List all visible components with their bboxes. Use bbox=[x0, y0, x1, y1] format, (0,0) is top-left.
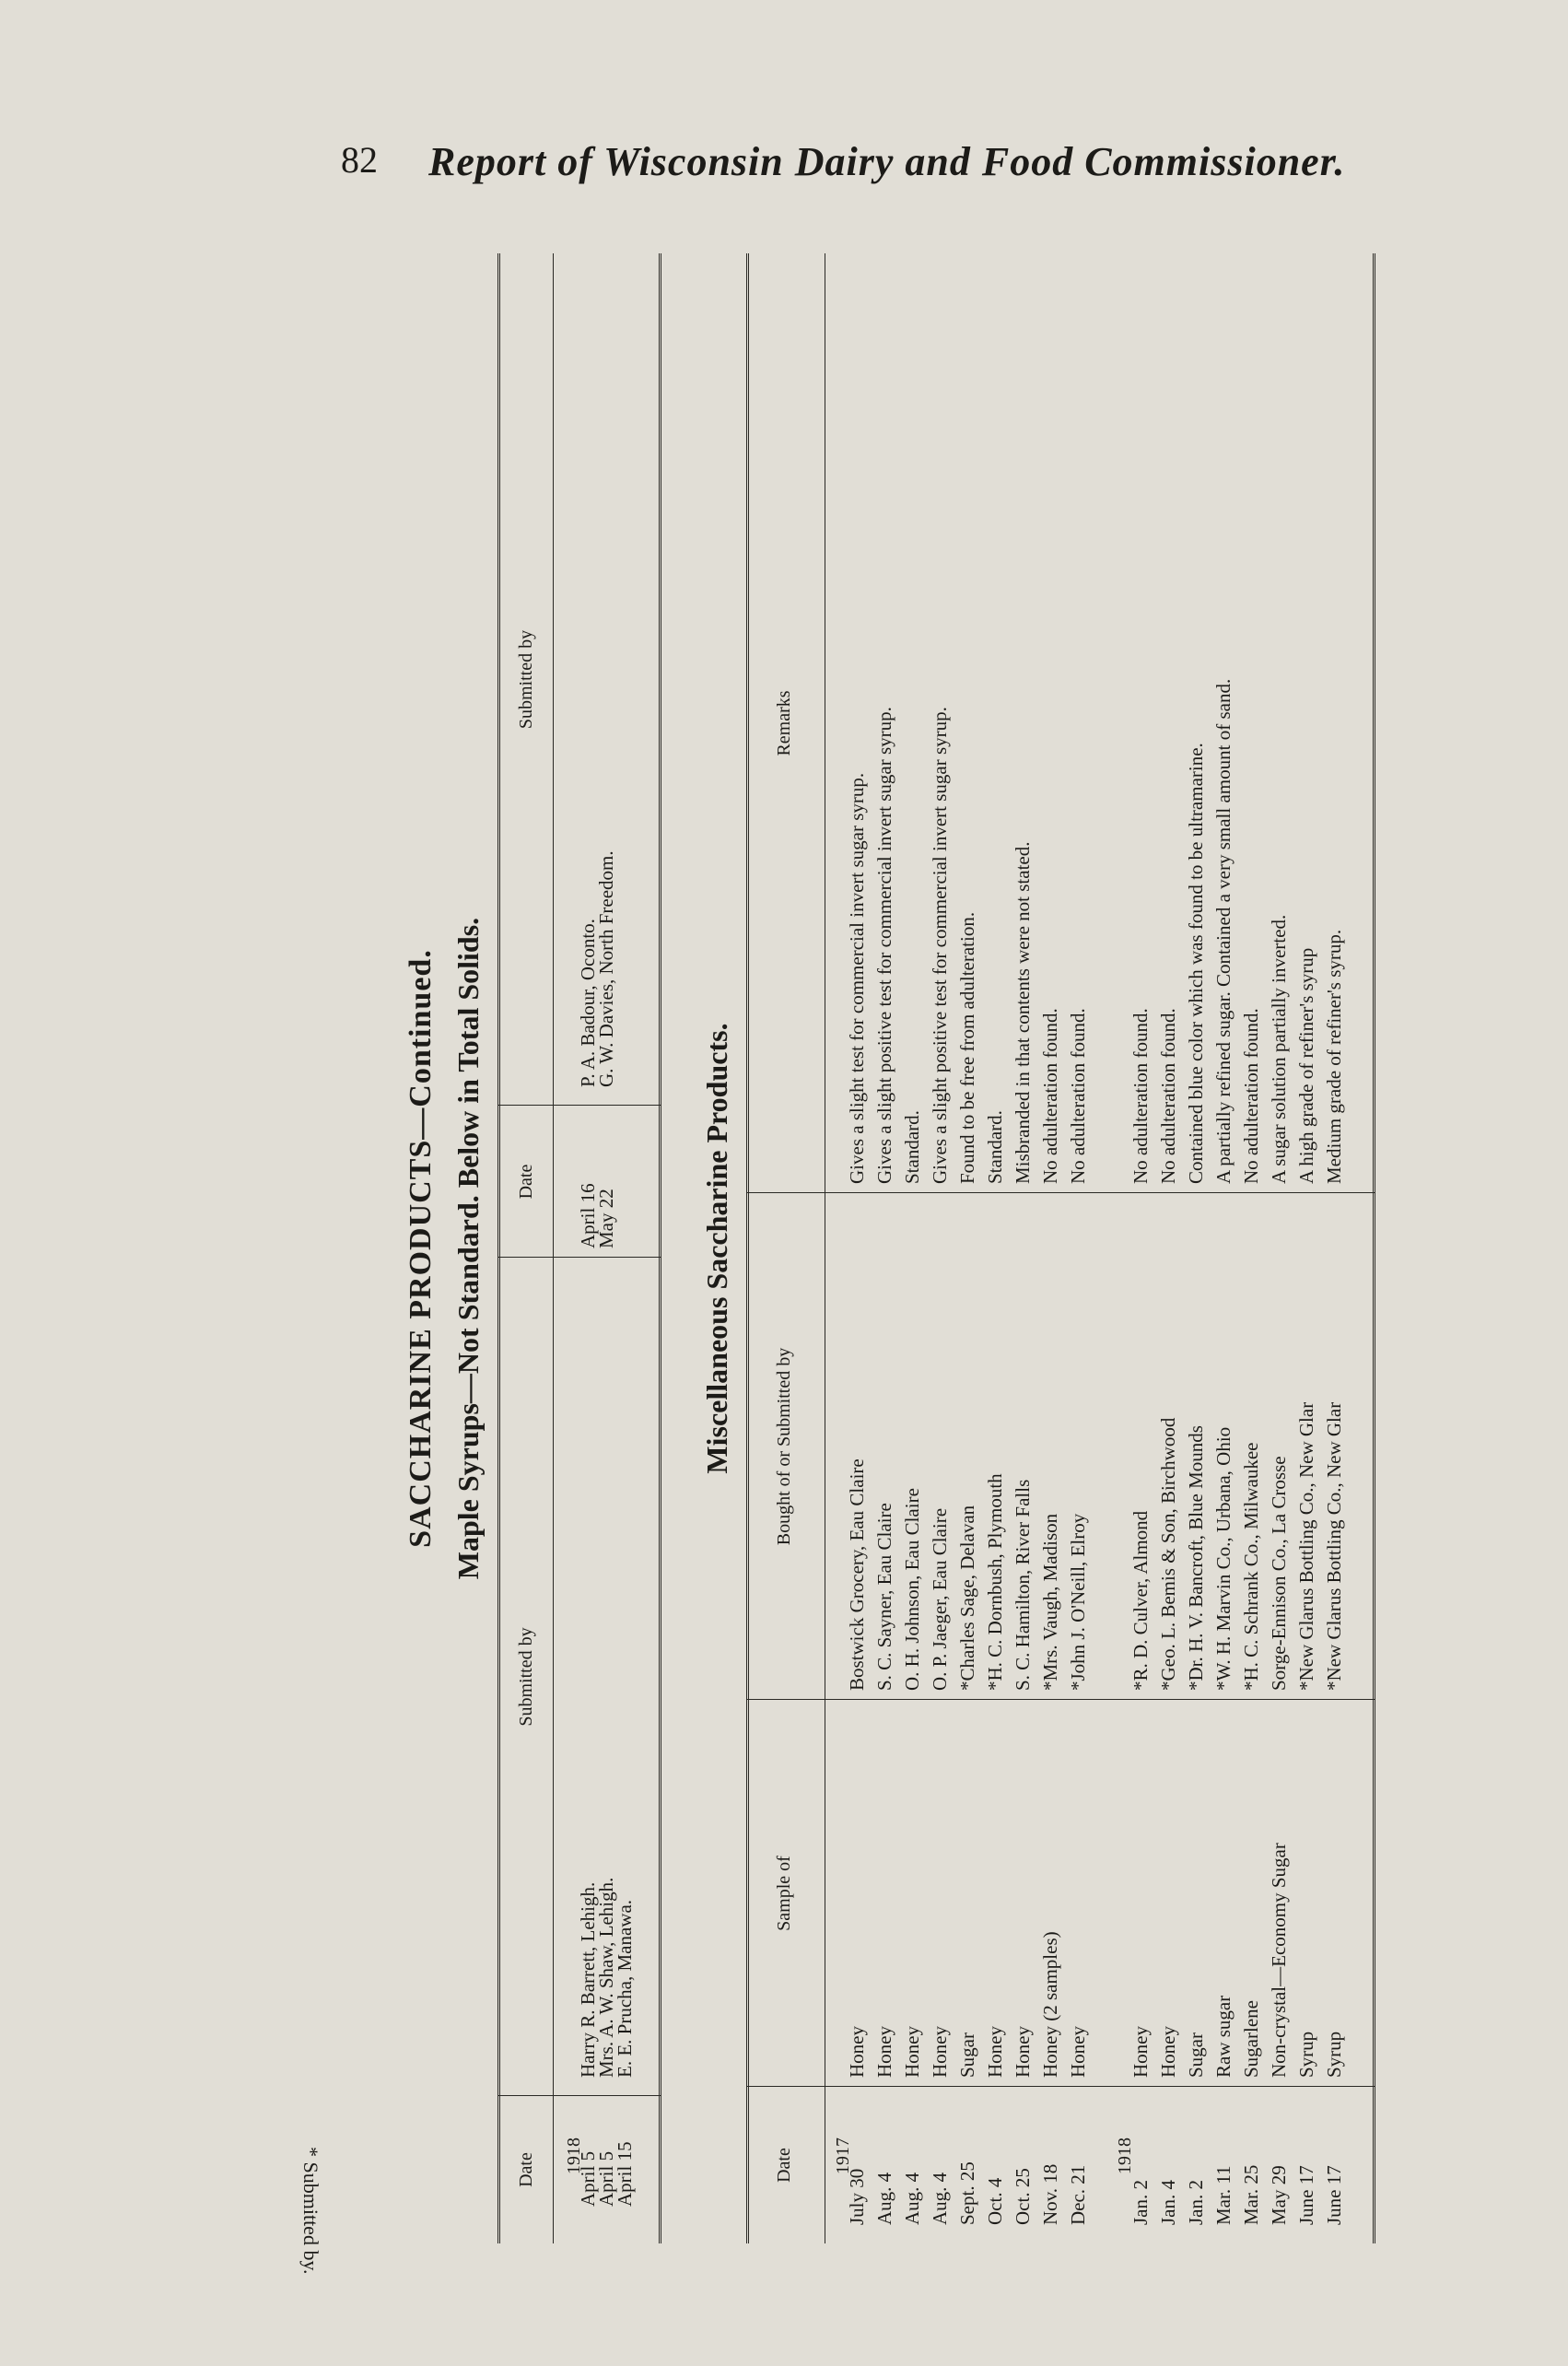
misc-row-date: July 30 bbox=[846, 2168, 868, 2225]
misc-row-bought: *Dr. H. V. Bancroft, Blue Mounds bbox=[1185, 1425, 1207, 1691]
misc-row-remarks: Medium grade of refiner's syrup. bbox=[1323, 929, 1345, 1184]
misc-row-sample: Honey bbox=[1129, 2026, 1152, 2078]
misc-vline bbox=[746, 1699, 1375, 1700]
misc-row-bought: *H. C. Dornbush, Plymouth bbox=[984, 1473, 1006, 1691]
maple-row-date: April 15 bbox=[614, 2141, 636, 2207]
misc-row-sample: Sugarlene bbox=[1240, 2000, 1262, 2078]
maple-header-rule bbox=[553, 253, 554, 2243]
maple-row-submitted-by2: G. W. Davies, North Freedom. bbox=[595, 850, 617, 1087]
misc-year-1918: 1918 bbox=[1115, 2138, 1135, 2174]
misc-row-remarks: No adulteration found. bbox=[1039, 1008, 1061, 1184]
misc-row-sample: Non-crystal—Economy Sugar bbox=[1268, 1843, 1290, 2078]
misc-row-remarks: No adulteration found. bbox=[1067, 1008, 1089, 1184]
misc-row-bought: S. C. Sayner, Eau Claire bbox=[873, 1503, 895, 1691]
misc-col-bought: Bought of or Submitted by bbox=[774, 1347, 794, 1546]
maple-year: 1918 bbox=[564, 2138, 584, 2174]
misc-row-date: Nov. 18 bbox=[1039, 2163, 1061, 2225]
misc-row-date: Aug. 4 bbox=[901, 2172, 923, 2225]
misc-row-remarks: Found to be free from adulteration. bbox=[956, 911, 978, 1184]
misc-row-sample: Syrup bbox=[1295, 2031, 1317, 2078]
misc-row-sample: Sugar bbox=[956, 2032, 978, 2078]
maple-col-date2: Date bbox=[516, 1164, 536, 1200]
misc-row-sample: Honey bbox=[1157, 2026, 1179, 2078]
misc-row-date: June 17 bbox=[1295, 2165, 1317, 2225]
misc-row-remarks: Misbranded in that contents were not stated. bbox=[1012, 841, 1034, 1184]
misc-row-date: Jan. 4 bbox=[1157, 2180, 1179, 2225]
misc-row-remarks: A high grade of refiner's syrup bbox=[1295, 947, 1317, 1184]
maple-row-submitted-by: Mrs. A. W. Shaw, Lehigh. bbox=[595, 1877, 617, 2078]
misc-row-remarks: A sugar solution partially inverted. bbox=[1268, 914, 1290, 1184]
misc-row-bought: S. C. Hamilton, River Falls bbox=[1012, 1479, 1034, 1691]
maple-row-date2: April 16 bbox=[577, 1183, 599, 1248]
misc-row-date: Jan. 2 bbox=[1185, 2180, 1207, 2225]
misc-row-date: Oct. 25 bbox=[1012, 2168, 1034, 2225]
misc-row-sample: Raw sugar bbox=[1212, 1995, 1235, 2078]
misc-row-date: Jan. 2 bbox=[1129, 2180, 1152, 2225]
misc-row-sample: Honey bbox=[846, 2026, 868, 2078]
page-number: 82 bbox=[341, 139, 378, 181]
misc-row-remarks: Standard. bbox=[984, 1110, 1006, 1184]
misc-vline bbox=[746, 2086, 1375, 2087]
maple-row-submitted-by: Harry R. Barrett, Lehigh. bbox=[577, 1881, 599, 2078]
misc-row-sample: Honey (2 samples) bbox=[1039, 1931, 1061, 2078]
misc-row-bought: O. H. Johnson, Eau Claire bbox=[901, 1488, 923, 1691]
misc-row-remarks: No adulteration found. bbox=[1129, 1008, 1152, 1184]
misc-row-bought: O. P. Jaeger, Eau Claire bbox=[929, 1507, 951, 1691]
maple-row-submitted-by: E. E. Prucha, Manawa. bbox=[614, 1899, 636, 2078]
misc-row-date: Aug. 4 bbox=[929, 2172, 951, 2225]
misc-row-remarks: A partially refined sugar. Contained a very small amount of sand. bbox=[1212, 678, 1235, 1184]
maple-row-date: April 5 bbox=[595, 2150, 617, 2207]
misc-row-remarks: Gives a slight positive test for commercial invert sugar syrup. bbox=[873, 707, 895, 1184]
maple-col-date: Date bbox=[516, 2152, 536, 2187]
misc-row-bought: Sorge-Ennison Co., La Crosse bbox=[1268, 1456, 1290, 1691]
misc-col-date: Date bbox=[774, 2148, 794, 2183]
misc-year-1917: 1917 bbox=[833, 2138, 853, 2174]
maple-col-submitted2: Submitted by bbox=[516, 629, 536, 730]
misc-row-remarks: Gives a slight positive test for commercial invert sugar syrup. bbox=[929, 707, 951, 1184]
misc-row-remarks: No adulteration found. bbox=[1157, 1008, 1179, 1184]
misc-row-date: Sept. 25 bbox=[956, 2161, 978, 2225]
misc-vline bbox=[746, 1192, 1375, 1193]
misc-row-bought: *John J. O'Neill, Elroy bbox=[1067, 1513, 1089, 1691]
misc-col-sample: Sample of bbox=[774, 1856, 794, 1931]
misc-row-bought: *Charles Sage, Delavan bbox=[956, 1505, 978, 1691]
section-title: SACCHARINE PRODUCTS—Continued. bbox=[404, 949, 438, 1548]
maple-row-date2: May 22 bbox=[595, 1189, 617, 1248]
misc-row-remarks: No adulteration found. bbox=[1240, 1008, 1262, 1184]
misc-row-sample: Honey bbox=[873, 2026, 895, 2078]
misc-row-bought: *New Glarus Bottling Co., New Glar bbox=[1295, 1401, 1317, 1691]
page-header bbox=[322, 138, 1391, 203]
maple-top-rule bbox=[497, 253, 500, 2243]
footnote: * Submitted by. bbox=[299, 2147, 322, 2275]
misc-row-sample: Honey bbox=[1012, 2026, 1034, 2078]
misc-row-date: Dec. 21 bbox=[1067, 2164, 1089, 2225]
misc-title: Miscellaneous Saccharine Products. bbox=[700, 1023, 733, 1474]
misc-row-sample: Honey bbox=[901, 2026, 923, 2078]
misc-row-date: May 29 bbox=[1268, 2165, 1290, 2225]
rotated-table-block bbox=[396, 235, 1428, 2262]
misc-row-sample: Honey bbox=[1067, 2026, 1089, 2078]
misc-row-date: Aug. 4 bbox=[873, 2172, 895, 2225]
misc-row-remarks: Gives a slight test for commercial invert sugar syrup. bbox=[846, 772, 868, 1184]
misc-row-sample: Honey bbox=[929, 2026, 951, 2078]
misc-row-sample: Syrup bbox=[1323, 2031, 1345, 2078]
misc-row-bought: *H. C. Schrank Co., Milwaukee bbox=[1240, 1442, 1262, 1691]
misc-row-date: Mar. 11 bbox=[1212, 2165, 1235, 2225]
misc-row-remarks: Contained blue color which was found to be ultramarine. bbox=[1185, 743, 1207, 1184]
misc-row-bought: *Mrs. Vaugh, Madison bbox=[1039, 1513, 1061, 1691]
misc-row-bought: *W. H. Marvin Co., Urbana, Ohio bbox=[1212, 1426, 1235, 1691]
misc-row-bought: *Geo. L. Bemis & Son, Birchwood bbox=[1157, 1417, 1179, 1691]
running-title: Report of Wisconsin Dairy and Food Commissioner. bbox=[428, 139, 1346, 184]
maple-bottom-rule bbox=[659, 253, 661, 2243]
misc-bottom-rule bbox=[1373, 253, 1375, 2243]
misc-row-date: Mar. 25 bbox=[1240, 2164, 1262, 2225]
maple-title: Maple Syrups—Not Standard. Below in Total Solids. bbox=[451, 917, 485, 1580]
misc-row-bought: *New Glarus Bottling Co., New Glar bbox=[1323, 1401, 1345, 1691]
misc-row-sample: Honey bbox=[984, 2026, 1006, 2078]
misc-row-bought: *R. D. Culver, Almond bbox=[1129, 1510, 1152, 1691]
misc-top-rule bbox=[746, 253, 749, 2243]
misc-row-date: Oct. 4 bbox=[984, 2177, 1006, 2225]
misc-row-sample: Sugar bbox=[1185, 2032, 1207, 2078]
misc-row-date: June 17 bbox=[1323, 2165, 1345, 2225]
table-content bbox=[396, 235, 1428, 2262]
misc-col-remarks: Remarks bbox=[774, 690, 794, 756]
misc-row-bought: Bostwick Grocery, Eau Claire bbox=[846, 1458, 868, 1691]
misc-row-remarks: Standard. bbox=[901, 1110, 923, 1184]
maple-row-date: April 5 bbox=[577, 2150, 599, 2207]
maple-row-submitted-by2: P. A. Badour, Oconto. bbox=[577, 919, 599, 1087]
maple-col-submitted: Submitted by bbox=[516, 1627, 536, 1727]
